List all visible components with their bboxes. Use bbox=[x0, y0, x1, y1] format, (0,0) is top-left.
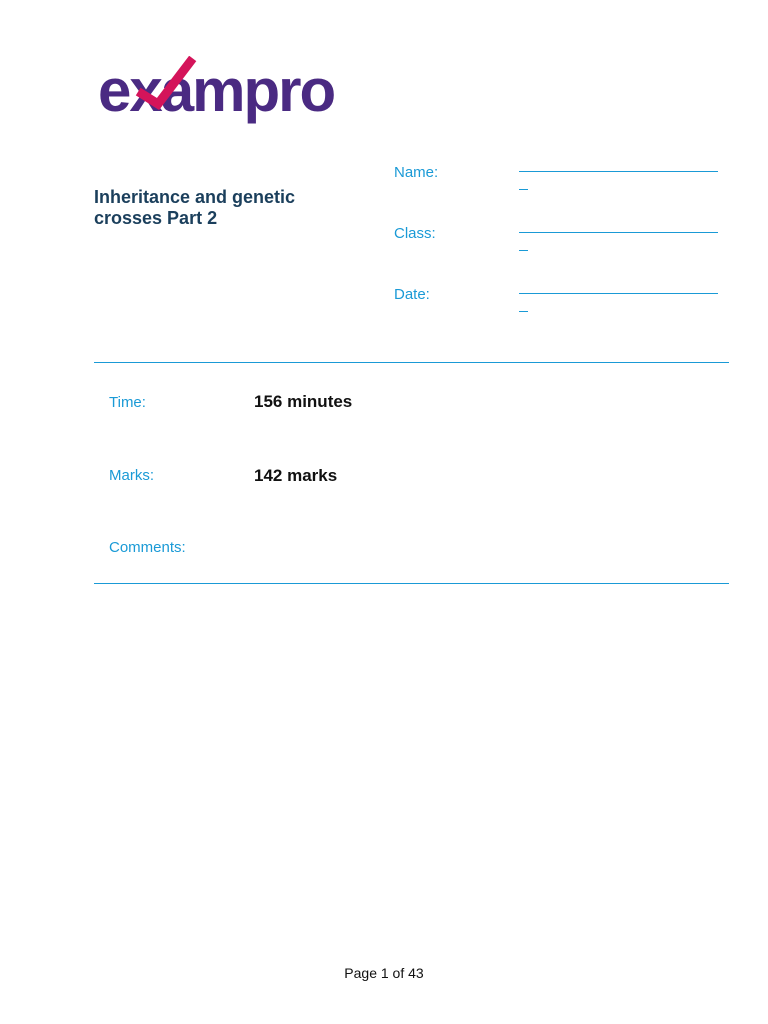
top-divider bbox=[94, 362, 729, 363]
logo-check-icon bbox=[98, 56, 370, 126]
document-title: Inheritance and genetic crosses Part 2 bbox=[94, 187, 296, 228]
class-field-dash bbox=[519, 250, 528, 251]
name-label: Name: bbox=[394, 164, 439, 181]
class-label: Class: bbox=[394, 225, 436, 242]
marks-value: 142 marks bbox=[254, 466, 338, 485]
date-label: Date: bbox=[394, 286, 430, 303]
time-label: Time: bbox=[109, 394, 146, 411]
name-field-line bbox=[519, 171, 718, 172]
date-field-dash bbox=[519, 311, 528, 312]
page-number: Page 1 of 43 bbox=[344, 965, 424, 981]
bottom-divider bbox=[94, 583, 729, 584]
comments-label: Comments: bbox=[109, 539, 186, 556]
logo-wordmark: exampro bbox=[98, 57, 335, 124]
exampro-logo bbox=[98, 56, 370, 126]
date-field-line bbox=[519, 293, 718, 294]
class-field-line bbox=[519, 232, 718, 233]
time-value: 156 minutes bbox=[254, 392, 353, 411]
name-field-dash bbox=[519, 189, 528, 190]
marks-label: Marks: bbox=[109, 467, 154, 484]
